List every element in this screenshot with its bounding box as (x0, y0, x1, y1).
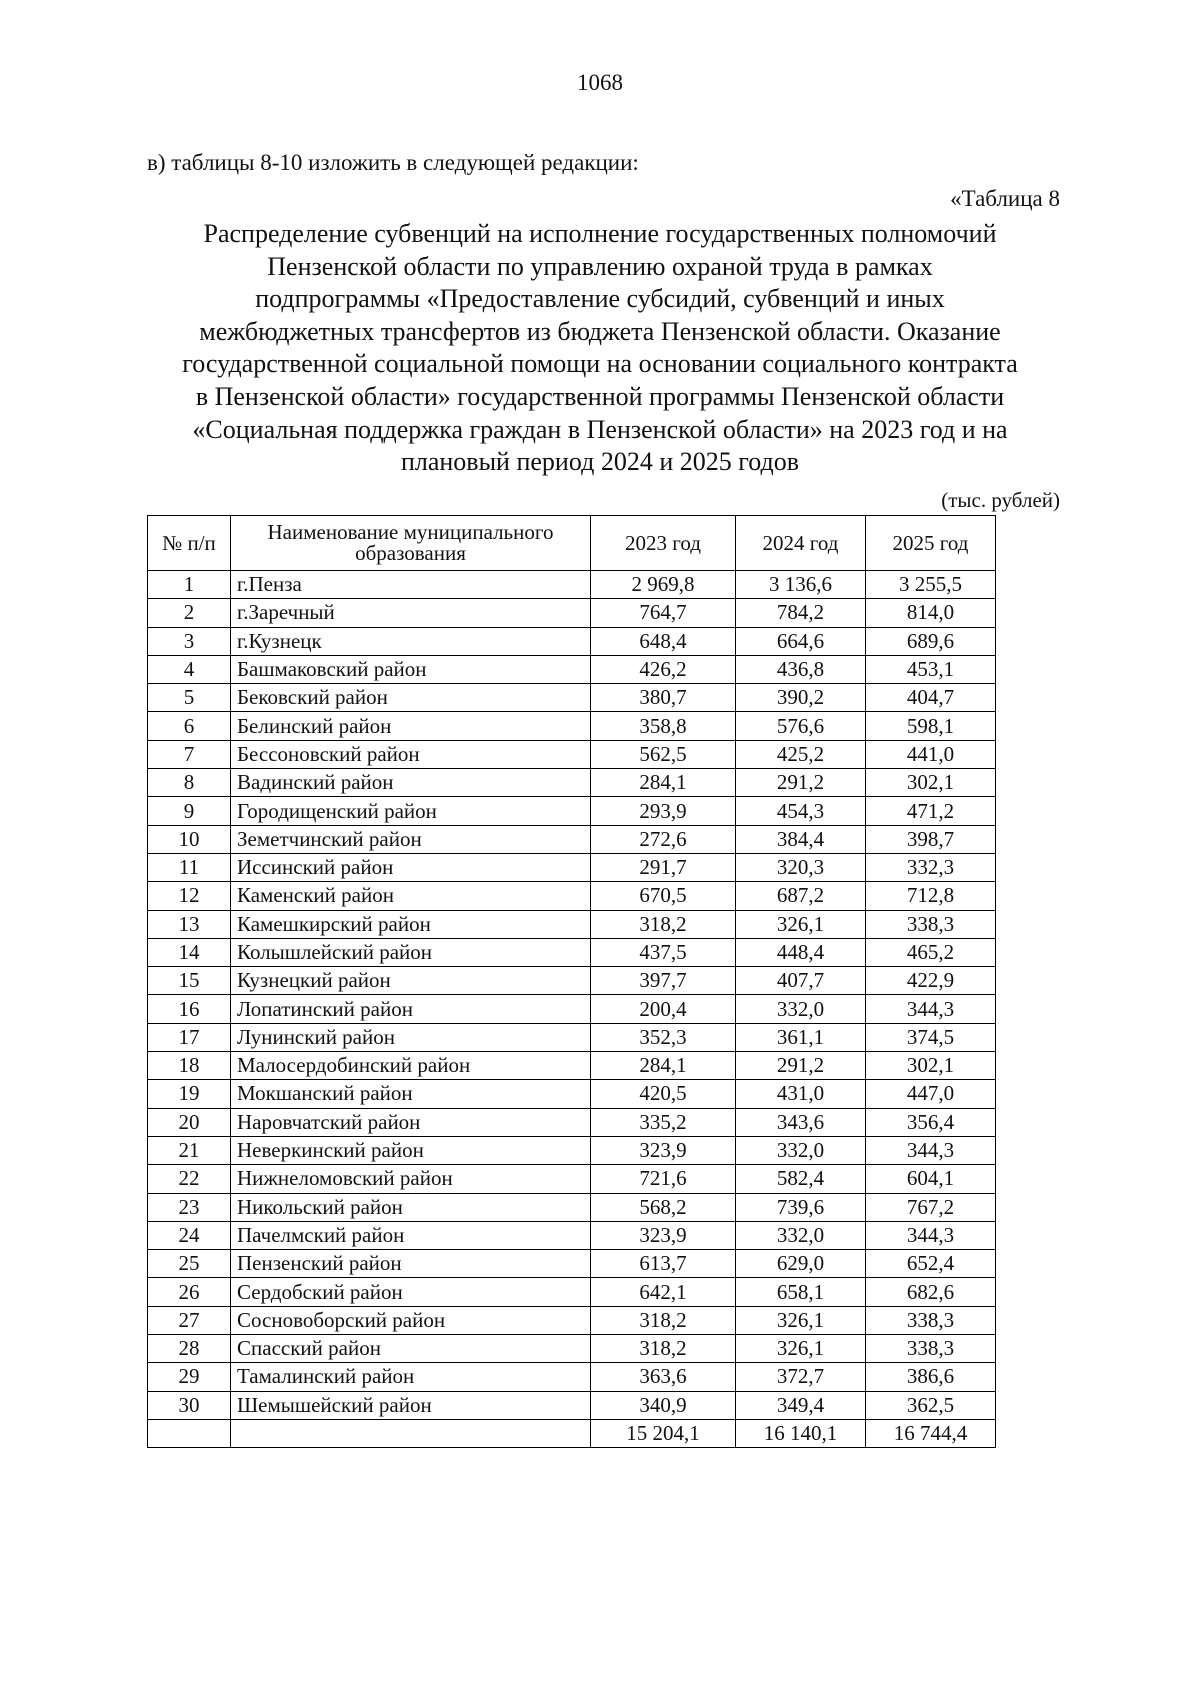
value-2024: 658,1 (736, 1278, 866, 1306)
page-number: 1068 (577, 70, 623, 95)
row-number: 1 (148, 571, 231, 599)
row-number: 20 (148, 1108, 231, 1136)
row-number: 25 (148, 1250, 231, 1278)
municipality-name: г.Пенза (231, 571, 591, 599)
municipality-name: Иссинский район (231, 853, 591, 881)
value-2024: 332,0 (736, 1221, 866, 1249)
value-2025: 332,3 (866, 853, 996, 881)
table-row (148, 1023, 996, 1051)
value-2024: 372,7 (736, 1363, 866, 1391)
value-2024: 361,1 (736, 1023, 866, 1051)
value-2025: 441,0 (866, 740, 996, 768)
title-line: Пензенской области по управлению охраной труда в рамках (267, 251, 933, 281)
table-label: «Таблица 8 (950, 186, 1060, 211)
value-2025: 422,9 (866, 967, 996, 995)
table-row (148, 740, 996, 768)
value-2023: 200,4 (591, 995, 736, 1023)
municipality-name: Вадинский район (231, 769, 591, 797)
value-2023: 670,5 (591, 882, 736, 910)
row-number: 9 (148, 797, 231, 825)
value-2024: 320,3 (736, 853, 866, 881)
table-row (148, 769, 996, 797)
municipality-name: Городищенский район (231, 797, 591, 825)
value-2024: 454,3 (736, 797, 866, 825)
row-number: 4 (148, 655, 231, 683)
total-2024: 16 140,1 (736, 1419, 866, 1447)
value-2023: 363,6 (591, 1363, 736, 1391)
value-2024: 687,2 (736, 882, 866, 910)
value-2025: 689,6 (866, 627, 996, 655)
row-number: 19 (148, 1080, 231, 1108)
value-2023: 764,7 (591, 599, 736, 627)
municipality-name: г.Заречный (231, 599, 591, 627)
value-2023: 358,8 (591, 712, 736, 740)
subvention-table (147, 515, 996, 1448)
municipality-name: Спасский район (231, 1335, 591, 1363)
value-2025: 356,4 (866, 1108, 996, 1136)
table-row (148, 1363, 996, 1391)
municipality-name: Лопатинский район (231, 995, 591, 1023)
municipality-name: Неверкинский район (231, 1136, 591, 1164)
header-2023: 2023 год (591, 516, 736, 571)
municipality-name: Бессоновский район (231, 740, 591, 768)
municipality-name: Шемышейский район (231, 1391, 591, 1419)
value-2025: 471,2 (866, 797, 996, 825)
value-2023: 335,2 (591, 1108, 736, 1136)
title-line: в Пензенской области» государственной программы Пензенской области (195, 381, 1005, 411)
value-2024: 326,1 (736, 910, 866, 938)
value-2025: 386,6 (866, 1363, 996, 1391)
header-number: № п/п (148, 516, 231, 571)
total-name-cell (231, 1419, 591, 1447)
table-row (148, 684, 996, 712)
value-2024: 784,2 (736, 599, 866, 627)
municipality-name: Камешкирский район (231, 910, 591, 938)
value-2023: 318,2 (591, 1335, 736, 1363)
value-2025: 465,2 (866, 938, 996, 966)
table-title (140, 218, 1060, 479)
row-number: 29 (148, 1363, 231, 1391)
row-number: 24 (148, 1221, 231, 1249)
row-number: 22 (148, 1165, 231, 1193)
row-number: 3 (148, 627, 231, 655)
value-2023: 2 969,8 (591, 571, 736, 599)
row-number: 5 (148, 684, 231, 712)
table-row (148, 627, 996, 655)
title-line: Распределение субвенций на исполнение государственных полномочий (203, 219, 997, 248)
value-2024: 291,2 (736, 769, 866, 797)
row-number: 23 (148, 1193, 231, 1221)
table-row (148, 1391, 996, 1419)
row-number: 7 (148, 740, 231, 768)
value-2024: 582,4 (736, 1165, 866, 1193)
row-number: 28 (148, 1335, 231, 1363)
value-2025: 814,0 (866, 599, 996, 627)
value-2024: 291,2 (736, 1052, 866, 1080)
value-2023: 323,9 (591, 1136, 736, 1164)
row-number: 26 (148, 1278, 231, 1306)
value-2024: 332,0 (736, 1136, 866, 1164)
row-number: 2 (148, 599, 231, 627)
total-2025: 16 744,4 (866, 1419, 996, 1447)
municipality-name: Колышлейский район (231, 938, 591, 966)
title-line: «Социальная поддержка граждан в Пензенской области» на 2023 год и на (192, 414, 1008, 444)
table-row (148, 825, 996, 853)
value-2023: 291,7 (591, 853, 736, 881)
value-2023: 272,6 (591, 825, 736, 853)
units-label: (тыс. рублей) (941, 488, 1060, 512)
value-2023: 293,9 (591, 797, 736, 825)
value-2024: 664,6 (736, 627, 866, 655)
table-row (148, 1165, 996, 1193)
value-2024: 390,2 (736, 684, 866, 712)
table-row (148, 1221, 996, 1249)
value-2023: 437,5 (591, 938, 736, 966)
row-number: 27 (148, 1306, 231, 1334)
value-2025: 338,3 (866, 1335, 996, 1363)
row-number: 17 (148, 1023, 231, 1051)
municipality-name: Сердобский район (231, 1278, 591, 1306)
value-2023: 340,9 (591, 1391, 736, 1419)
municipality-name: Сосновоборский район (231, 1306, 591, 1334)
value-2025: 302,1 (866, 1052, 996, 1080)
table-row (148, 571, 996, 599)
header-2025: 2025 год (866, 516, 996, 571)
table-row (148, 1278, 996, 1306)
header-municipality: Наименование муниципального образования (231, 516, 591, 571)
table-row (148, 1335, 996, 1363)
row-number: 30 (148, 1391, 231, 1419)
table-row (148, 1052, 996, 1080)
value-2023: 318,2 (591, 1306, 736, 1334)
table-row (148, 1250, 996, 1278)
value-2023: 721,6 (591, 1165, 736, 1193)
value-2025: 652,4 (866, 1250, 996, 1278)
value-2025: 3 255,5 (866, 571, 996, 599)
table-row (148, 1080, 996, 1108)
value-2025: 398,7 (866, 825, 996, 853)
table-row (148, 712, 996, 740)
value-2023: 613,7 (591, 1250, 736, 1278)
table-row (148, 910, 996, 938)
value-2023: 352,3 (591, 1023, 736, 1051)
municipality-name: Нижнеломовский район (231, 1165, 591, 1193)
table-row (148, 1193, 996, 1221)
municipality-name: Башмаковский район (231, 655, 591, 683)
value-2024: 326,1 (736, 1335, 866, 1363)
value-2025: 338,3 (866, 1306, 996, 1334)
value-2025: 598,1 (866, 712, 996, 740)
title-line: плановый период 2024 и 2025 годов (400, 447, 800, 477)
table-row (148, 995, 996, 1023)
value-2025: 682,6 (866, 1278, 996, 1306)
title-line: государственной социальной помощи на основании социального контракта (182, 349, 1018, 379)
value-2025: 767,2 (866, 1193, 996, 1221)
table-row (148, 797, 996, 825)
table-header-row (148, 516, 996, 571)
value-2023: 397,7 (591, 967, 736, 995)
row-number: 6 (148, 712, 231, 740)
municipality-name: Каменский район (231, 882, 591, 910)
table-body (148, 571, 996, 1420)
row-number: 8 (148, 769, 231, 797)
municipality-name: Белинский район (231, 712, 591, 740)
value-2025: 404,7 (866, 684, 996, 712)
municipality-name: Наровчатский район (231, 1108, 591, 1136)
table-row (148, 967, 996, 995)
table-row (148, 1108, 996, 1136)
table-row (148, 938, 996, 966)
municipality-name: Лунинский район (231, 1023, 591, 1051)
value-2024: 3 136,6 (736, 571, 866, 599)
row-number: 16 (148, 995, 231, 1023)
row-number: 12 (148, 882, 231, 910)
total-number-cell (148, 1419, 231, 1447)
municipality-name: Бековский район (231, 684, 591, 712)
value-2024: 343,6 (736, 1108, 866, 1136)
table-row (148, 882, 996, 910)
value-2023: 642,1 (591, 1278, 736, 1306)
municipality-name: Пачелмский район (231, 1221, 591, 1249)
total-2023: 15 204,1 (591, 1419, 736, 1447)
row-number: 14 (148, 938, 231, 966)
value-2025: 344,3 (866, 1221, 996, 1249)
value-2024: 407,7 (736, 967, 866, 995)
value-2025: 344,3 (866, 1136, 996, 1164)
value-2024: 326,1 (736, 1306, 866, 1334)
value-2023: 568,2 (591, 1193, 736, 1221)
table-row (148, 655, 996, 683)
value-2023: 420,5 (591, 1080, 736, 1108)
table-row (148, 1306, 996, 1334)
total-row (148, 1419, 996, 1447)
value-2023: 648,4 (591, 627, 736, 655)
title-line: межбюджетных трансфертов из бюджета Пензенской области. Оказание (199, 316, 1001, 346)
value-2024: 576,6 (736, 712, 866, 740)
value-2024: 384,4 (736, 825, 866, 853)
value-2024: 349,4 (736, 1391, 866, 1419)
value-2024: 436,8 (736, 655, 866, 683)
municipality-name: Никольский район (231, 1193, 591, 1221)
table-row (148, 853, 996, 881)
value-2023: 284,1 (591, 1052, 736, 1080)
municipality-name: Кузнецкий район (231, 967, 591, 995)
value-2024: 431,0 (736, 1080, 866, 1108)
row-number: 15 (148, 967, 231, 995)
value-2023: 284,1 (591, 769, 736, 797)
value-2023: 426,2 (591, 655, 736, 683)
value-2024: 332,0 (736, 995, 866, 1023)
row-number: 11 (148, 853, 231, 881)
municipality-name: г.Кузнецк (231, 627, 591, 655)
value-2023: 323,9 (591, 1221, 736, 1249)
value-2025: 362,5 (866, 1391, 996, 1419)
title-line: подпрограммы «Предоставление субсидий, субвенций и иных (255, 284, 945, 314)
value-2024: 629,0 (736, 1250, 866, 1278)
table-row (148, 599, 996, 627)
value-2024: 448,4 (736, 938, 866, 966)
value-2025: 374,5 (866, 1023, 996, 1051)
value-2025: 338,3 (866, 910, 996, 938)
value-2024: 425,2 (736, 740, 866, 768)
table-row (148, 1136, 996, 1164)
row-number: 13 (148, 910, 231, 938)
value-2025: 344,3 (866, 995, 996, 1023)
value-2023: 380,7 (591, 684, 736, 712)
row-number: 18 (148, 1052, 231, 1080)
row-number: 10 (148, 825, 231, 853)
municipality-name: Тамалинский район (231, 1363, 591, 1391)
value-2025: 302,1 (866, 769, 996, 797)
value-2023: 562,5 (591, 740, 736, 768)
value-2025: 604,1 (866, 1165, 996, 1193)
municipality-name: Земетчинский район (231, 825, 591, 853)
municipality-name: Малосердобинский район (231, 1052, 591, 1080)
value-2025: 453,1 (866, 655, 996, 683)
municipality-name: Мокшанский район (231, 1080, 591, 1108)
municipality-name: Пензенский район (231, 1250, 591, 1278)
value-2024: 739,6 (736, 1193, 866, 1221)
value-2025: 447,0 (866, 1080, 996, 1108)
header-2024: 2024 год (736, 516, 866, 571)
value-2023: 318,2 (591, 910, 736, 938)
intro-text: в) таблицы 8-10 изложить в следующей редакции: (147, 150, 639, 175)
value-2025: 712,8 (866, 882, 996, 910)
row-number: 21 (148, 1136, 231, 1164)
